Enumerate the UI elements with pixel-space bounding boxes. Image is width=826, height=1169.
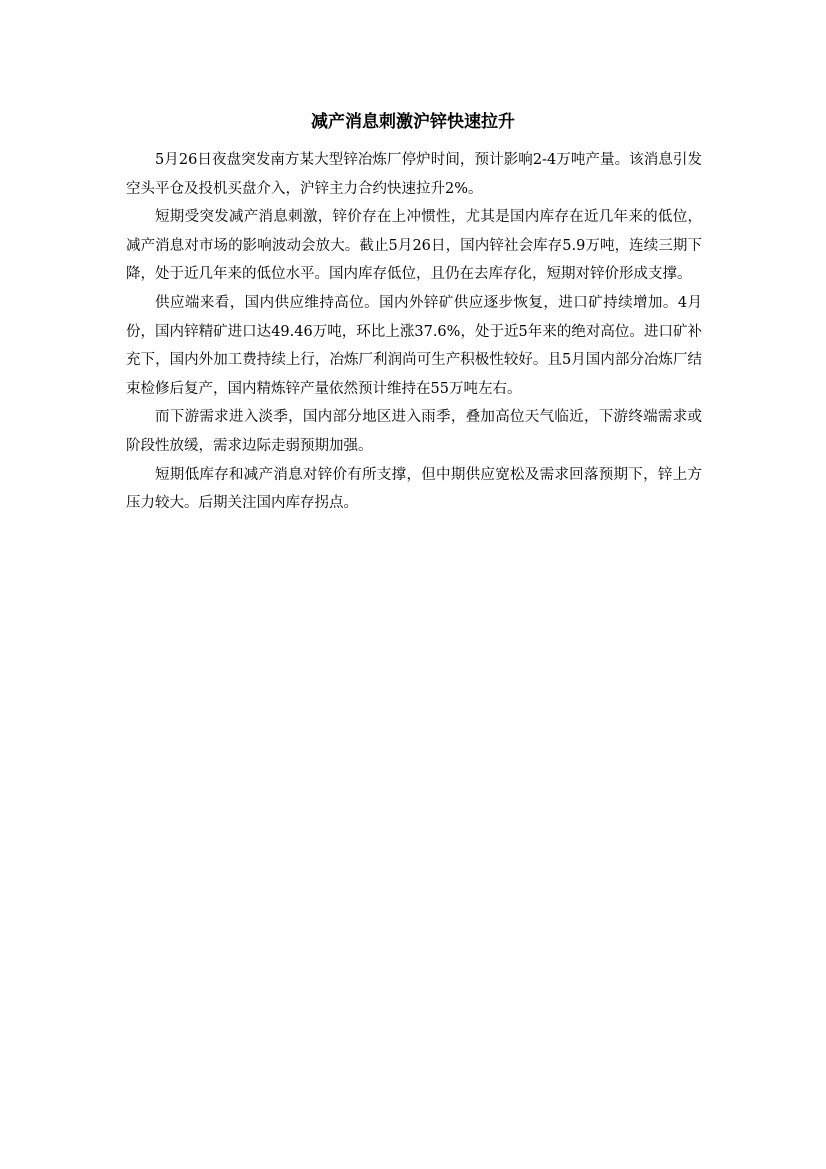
paragraph: 而下游需求进入淡季，国内部分地区进入雨季，叠加高位天气临近，下游终端需求或阶段性放缓，需求边际走弱预期加强。 xyxy=(126,409,702,454)
paragraph: 短期受突发减产消息刺激，锌价存在上冲惯性，尤其是国内库存在近几年来的低位，减产消息对市场的影响波动会放大。截止5月26日，国内锌社会库存5.9万吨，连续三期下降，处于近几年来的低位水平。国内库存低位，且仍在去库存化，短期对锌价形成支撑。 xyxy=(126,209,702,283)
document-body xyxy=(126,146,702,518)
document-title: 减产消息刺激沪锌快速拉升 xyxy=(311,112,515,132)
paragraph: 短期低库存和减产消息对锌价有所支撑，但中期供应宽松及需求回落预期下，锌上方压力较大。后期关注国内库存拐点。 xyxy=(126,466,702,512)
paragraph: 5月26日夜盘突发南方某大型锌冶炼厂停炉时间，预计影响2-4万吨产量。该消息引发空头平仓及投机买盘介入，沪锌主力合约快速拉升2%。 xyxy=(126,152,702,197)
paragraph: 供应端来看，国内供应维持高位。国内外锌矿供应逐步恢复，进口矿持续增加。4月份，国内锌精矿进口达49.46万吨，环比上涨37.6%，处于近5年来的绝对高位。进口矿补充下，国内外加工费持续上行，冶炼厂利润尚可生产积极性较好。且5月国内部分冶炼厂结束检修后复产，国内精炼锌产量依然预计维持在55万吨左右。 xyxy=(126,294,702,397)
